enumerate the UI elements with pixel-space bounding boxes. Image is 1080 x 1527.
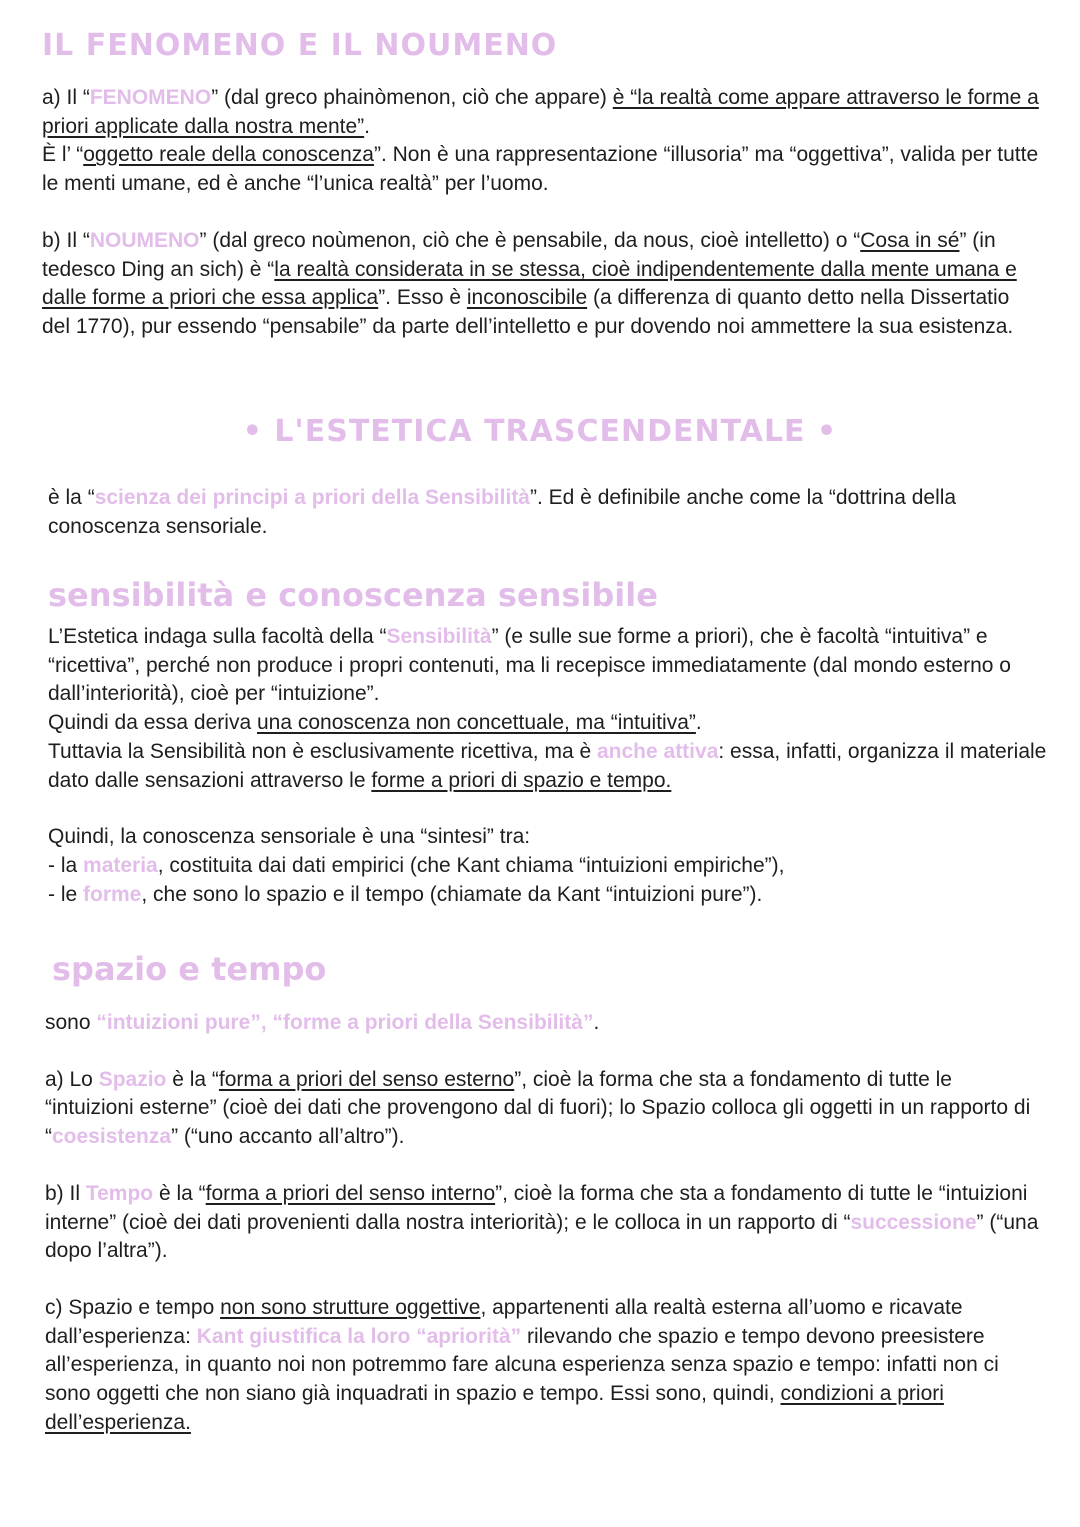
keyword-fenomeno: FENOMENO <box>89 86 212 109</box>
underlined-text: condizioni a priori dell’esperienza. <box>45 1382 944 1434</box>
underlined-text: forma a priori del senso interno <box>205 1181 496 1205</box>
keyword-materia: materia <box>83 853 158 877</box>
underlined-definition: la realtà considerata in se stessa, cioè indipendentemente dalla mente umana e dalle forme a priori che essa applica <box>42 257 1017 310</box>
section-fenomeno-body <box>42 84 1042 342</box>
title-fenomeno-noumeno: IL FENOMENO E IL NOUMENO <box>42 28 558 63</box>
paragraph-noumeno: b) Il “NOUMENO” (dal greco noùmenon, ciò che è pensabile, da nous, cioè intelletto) o “Cosa in sé” (in tedesco Ding an sich) è “la realtà considerata in se stessa, cioè indipendentemente dalla mente umana e dalle forme a priori che essa applica”. Esso è inconoscibile (a differenza di quanto detto nella Dissertatio del 1770), pur essendo “pensabile” da parte dell’intelletto e pur dovendo noi ammettere la sua esistenza. <box>42 228 1017 338</box>
paragraph-tempo: b) Il Tempo è la “forma a priori del senso interno”, cioè la forma che sta a fondamento di tutte le “intuizioni interne” (cioè dei dati provenienti dalla nostra interiorità); e le colloca in un rapporto di “successione” (“una dopo l’altra”). <box>45 1181 1039 1263</box>
section-spazio-tempo-body <box>45 1009 1045 1437</box>
bullet-dot-icon: • <box>817 414 838 449</box>
underlined-text: non sono strutture oggettive <box>220 1295 481 1319</box>
keyword-successione: successione <box>850 1210 977 1234</box>
keyword-anche-attiva: anche attiva <box>596 739 719 763</box>
underlined-text: inconoscibile <box>466 286 588 310</box>
keyword-noumeno: NOUMENO <box>89 228 200 252</box>
keyword-forme: forme <box>83 882 142 906</box>
paragraph-sensibilita-1: L’Estetica indaga sulla facoltà della “Sensibilità” (e sulle sue forme a priori), che è facoltà “intuitiva” e “ricettiva”, perché non produce i propri contenuti, ma li recepisce immediatamente (dal mondo esterno o dall’interiorità), cioè per “intuizione”. Quindi da essa deriva una conoscenza non concettuale, ma “intuitiva”. Tuttavia la Sensibilità non è esclusivamente ricettiva, ma è anche attiva: essa, infatti, organizza il materiale dato dalle sensazioni attraverso le forme a priori di spazio e tempo. <box>48 625 1047 792</box>
underlined-text: oggetto reale della conoscenza <box>83 143 374 167</box>
paragraph-estetica: è la “scienza dei principi a priori della Sensibilità”. Ed è definibile anche come la “dottrina della conoscenza sensoriale. <box>48 486 957 538</box>
title-spazio-tempo: spazio e tempo <box>52 950 327 988</box>
section-sensibilita-body <box>48 623 1048 909</box>
keyword-apriorita: Kant giustifica la loro “apriorità” <box>196 1324 522 1348</box>
title-sensibilita: sensibilità e conoscenza sensibile <box>48 576 658 614</box>
underlined-text: una conoscenza non concettuale, ma “intuitiva” <box>256 711 696 735</box>
paragraph-spazio: a) Lo Spazio è la “forma a priori del senso esterno”, cioè la forma che sta a fondamento di tutte le “intuizioni esterne” (cioè dei dati che provengono dal di fuori); lo Spazio colloca gli oggetti in un rapporto di “coesistenza” (“uno accanto all’altro”). <box>45 1067 1031 1149</box>
keyword-tempo: Tempo <box>85 1181 154 1205</box>
underlined-text: forme a priori di spazio e tempo. <box>371 768 672 792</box>
section-estetica-body <box>48 484 1048 541</box>
underlined-definition: è “la realtà come appare attraverso le forme a priori applicate dalla nostra mente” <box>42 86 1039 138</box>
keyword-sensibilita: Sensibilità <box>386 625 492 648</box>
list-item: - la materia, costituita dai dati empirici (che Kant chiama “intuizioni empiriche”), <box>48 853 785 877</box>
keyword-intuizioni-pure: “intuizioni pure”, “forme a priori della Sensibilità” <box>96 1011 594 1034</box>
underlined-text: forma a priori del senso esterno <box>218 1067 515 1091</box>
bullet-dot-icon: • <box>242 414 263 449</box>
paragraph-intuizioni-pure: sono “intuizioni pure”, “forme a priori della Sensibilità”. <box>45 1011 600 1034</box>
underlined-text: Cosa in sé <box>860 228 960 252</box>
title-estetica-trascendentale: • L'ESTETICA TRASCENDENTALE • <box>242 414 838 449</box>
keyword-spazio: Spazio <box>98 1067 167 1091</box>
paragraph-fenomeno: a) Il “FENOMENO” (dal greco phainòmenon, ciò che appare) è “la realtà come appare attraverso le forme a priori applicate dalla nostra mente”. È l’ “oggetto reale della conoscenza”. Non è una rappresentazione “illusoria” ma “oggettiva”, valida per tutte le menti umane, ed è anche “l’unica realtà” per l’uomo. <box>42 86 1039 196</box>
keyword-coesistenza: coesistenza <box>52 1125 172 1149</box>
paragraph-sintesi: Quindi, la conoscenza sensoriale è una “sintesi” tra: - la materia, costituita dai dati empirici (che Kant chiama “intuizioni empiriche”), - le forme, che sono lo spazio e il tempo (chiamate da Kant “intuizioni pure”). <box>48 825 785 906</box>
list-item: - le forme, che sono lo spazio e il tempo (chiamate da Kant “intuizioni pure”). <box>48 882 763 906</box>
paragraph-apriorita: c) Spazio e tempo non sono strutture oggettive, appartenenti alla realtà esterna all’uomo e ricavate dall’esperienza: Kant giustifica la loro “apriorità” rilevando che spazio e tempo devono preesistere all’esperienza, in quanto noi non potremmo fare alcuna esperienza senza spazio e tempo: infatti non ci sono oggetti che non siano già inquadrati in spazio e tempo. Essi sono, quindi, condizioni a priori dell’esperienza. <box>45 1295 999 1434</box>
keyword-scienza: scienza dei principi a priori della Sensibilità <box>94 486 530 509</box>
